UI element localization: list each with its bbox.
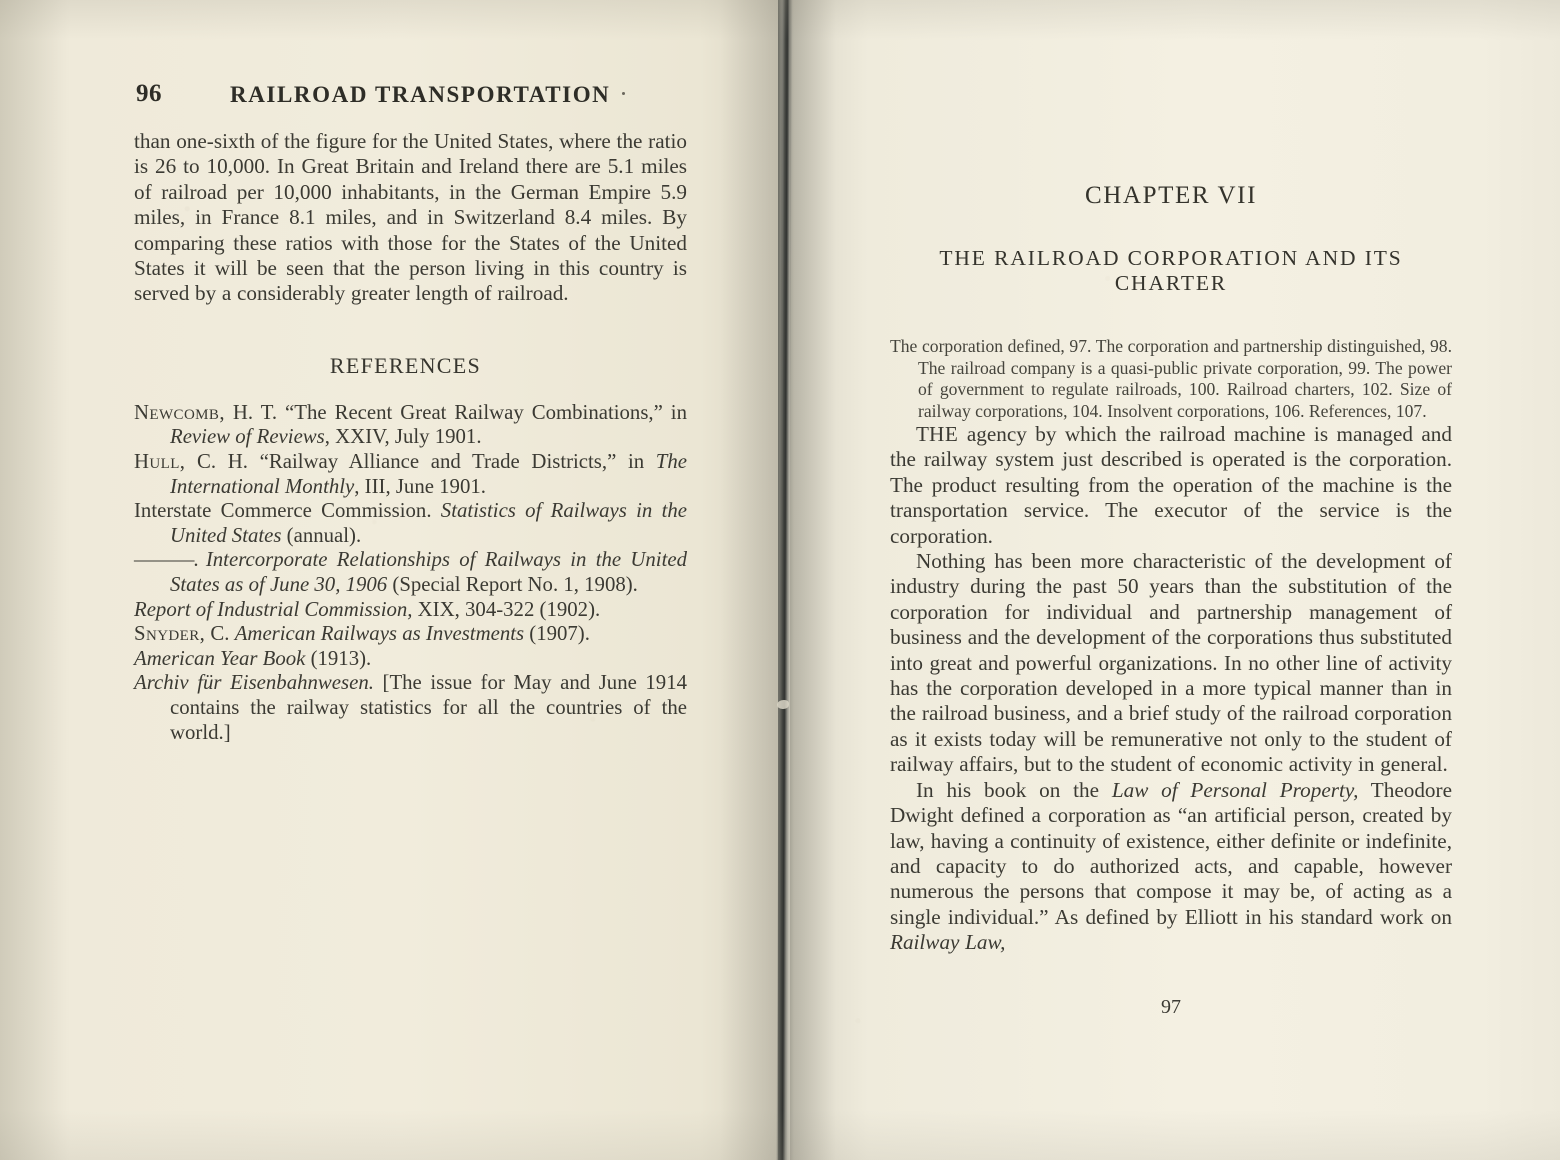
reference-text-before: Interstate Commerce Commission. <box>134 499 441 523</box>
folio-right-wrap <box>0 996 1560 1019</box>
reference-author: Hull, <box>134 450 186 474</box>
body-paragraph-three <box>890 778 1452 956</box>
reference-entry <box>134 647 687 672</box>
reference-text-after: (1907). <box>524 622 590 646</box>
reference-text-after: , III, June 1901. <box>354 474 486 498</box>
reference-entry <box>134 598 687 623</box>
running-head: RAILROAD TRANSPORTATION <box>230 82 611 107</box>
body-paragraph-one <box>890 422 1452 549</box>
gutter-blemish <box>777 700 789 709</box>
body-paragraph-two: Nothing has been more characteristic of the development of industry during the past 50 years than the substitution of the corporation for individual and partnership management of business and the development of the corporations thus substituted into great and powerful organizations. In no other line of activity has the corporation developed in a more typical manner than in the railroad business, and a brief study of the railroad corporation as it exists today will be remunerative not only to the student of railway affairs, but to the student of economic activity in general. <box>890 549 1452 777</box>
reference-text-after: , XXIV, July 1901. <box>324 425 482 449</box>
reference-title: American Year Book <box>134 646 306 670</box>
reference-title: American Railways as Investments <box>234 622 525 646</box>
ink-speck <box>622 92 625 95</box>
chapter-number: CHAPTER VII <box>1084 182 1257 209</box>
reference-author: Newcomb, <box>134 400 225 424</box>
reference-repeat-dash: ———. <box>134 548 206 572</box>
reference-text-before: H. T. “The Recent Great Railway Combinations,” in <box>224 400 687 424</box>
paragraph-three-lead: In his book on the <box>916 777 1112 802</box>
reference-text-before: C. H. “Railway Alliance and Trade Districts,” in <box>185 450 656 474</box>
reference-title: The International Monthly <box>170 450 687 498</box>
references-list <box>134 401 687 745</box>
cited-work-title-two: Railway Law, <box>890 930 1006 955</box>
paragraph-lead-smallcaps: HE <box>928 422 959 446</box>
folio-left: 96 <box>136 80 162 107</box>
right-text-column <box>890 182 1452 956</box>
paragraph-lead-capital: T <box>916 422 929 446</box>
paragraph-three-middle: Theodore Dwight defined a corporation as “an artificial person, created by law, having a continuity of existence, either definite or indefinite, and capacity to do authorized acts, and capable, however numerous the persons that compose it may be, of acting as a single individual.” As defined by Elliott in his standard work on <box>890 777 1452 929</box>
paragraph-one-text: agency by which the railroad machine is managed and the railway system just described is operated is the corporation. The product resulting from the operation of the machine is the transportation service. The executor of the service is the corporation. <box>890 422 1452 548</box>
reference-text-after: XIX, 304-322 (1902). <box>412 597 601 621</box>
reference-title: Statistics of Railways in the United States <box>170 499 687 547</box>
reference-entry <box>134 671 687 745</box>
reference-text-after: (Special Report No. 1, 1908). <box>387 573 638 596</box>
reference-text-after: (annual). <box>281 523 362 547</box>
chapter-title: THE RAILROAD CORPORATION AND ITS CHARTER <box>939 246 1403 295</box>
reference-text-after: [The issue for May and June 1914 contains the railway statistics for all the countries of the world.] <box>170 671 688 744</box>
reference-entry <box>134 622 687 647</box>
reference-entry <box>134 499 687 548</box>
left-text-column <box>134 129 687 745</box>
reference-entry <box>134 401 687 450</box>
reference-text-before: C. <box>205 622 235 646</box>
reference-title: Report of Industrial Commission, <box>134 597 413 621</box>
chapter-synopsis: The corporation defined, 97. The corporation and partnership distinguished, 98. The railroad company is a quasi-public private corporation, 99. The power of government to regulate railroads, 100. Railroad charters, 102. Size of railway corporations, 104. Insolvent corporations, 106. References, 107. <box>890 336 1452 421</box>
cited-work-title-one: Law of Personal Property, <box>1111 777 1359 802</box>
reference-text-after: (1913). <box>305 646 372 670</box>
reference-author: Snyder, <box>134 622 206 646</box>
references-heading: REFERENCES <box>329 352 482 378</box>
reference-title: Intercorporate Relationships of Railways in the United States as of June 30, 1906 <box>170 548 687 596</box>
reference-entry <box>134 450 687 499</box>
reference-entry <box>134 548 687 597</box>
reference-title: Review of Reviews <box>170 425 325 449</box>
reference-title: Archiv für Eisenbahnwesen. <box>134 671 374 695</box>
folio-right: 97 <box>1161 996 1181 1018</box>
continued-paragraph: than one-sixth of the figure for the United States, where the ratio is 26 to 10,000. In Great Britain and Ireland there are 5.1 miles of railroad per 10,000 inhabitants, in the German Empire 5.9 miles, in France 8.1 miles, and in Switzerland 8.4 miles. By comparing these ratios with those for the States of the United States it will be seen that the person living in this country is served by a considerably greater length of railroad. <box>134 129 687 306</box>
